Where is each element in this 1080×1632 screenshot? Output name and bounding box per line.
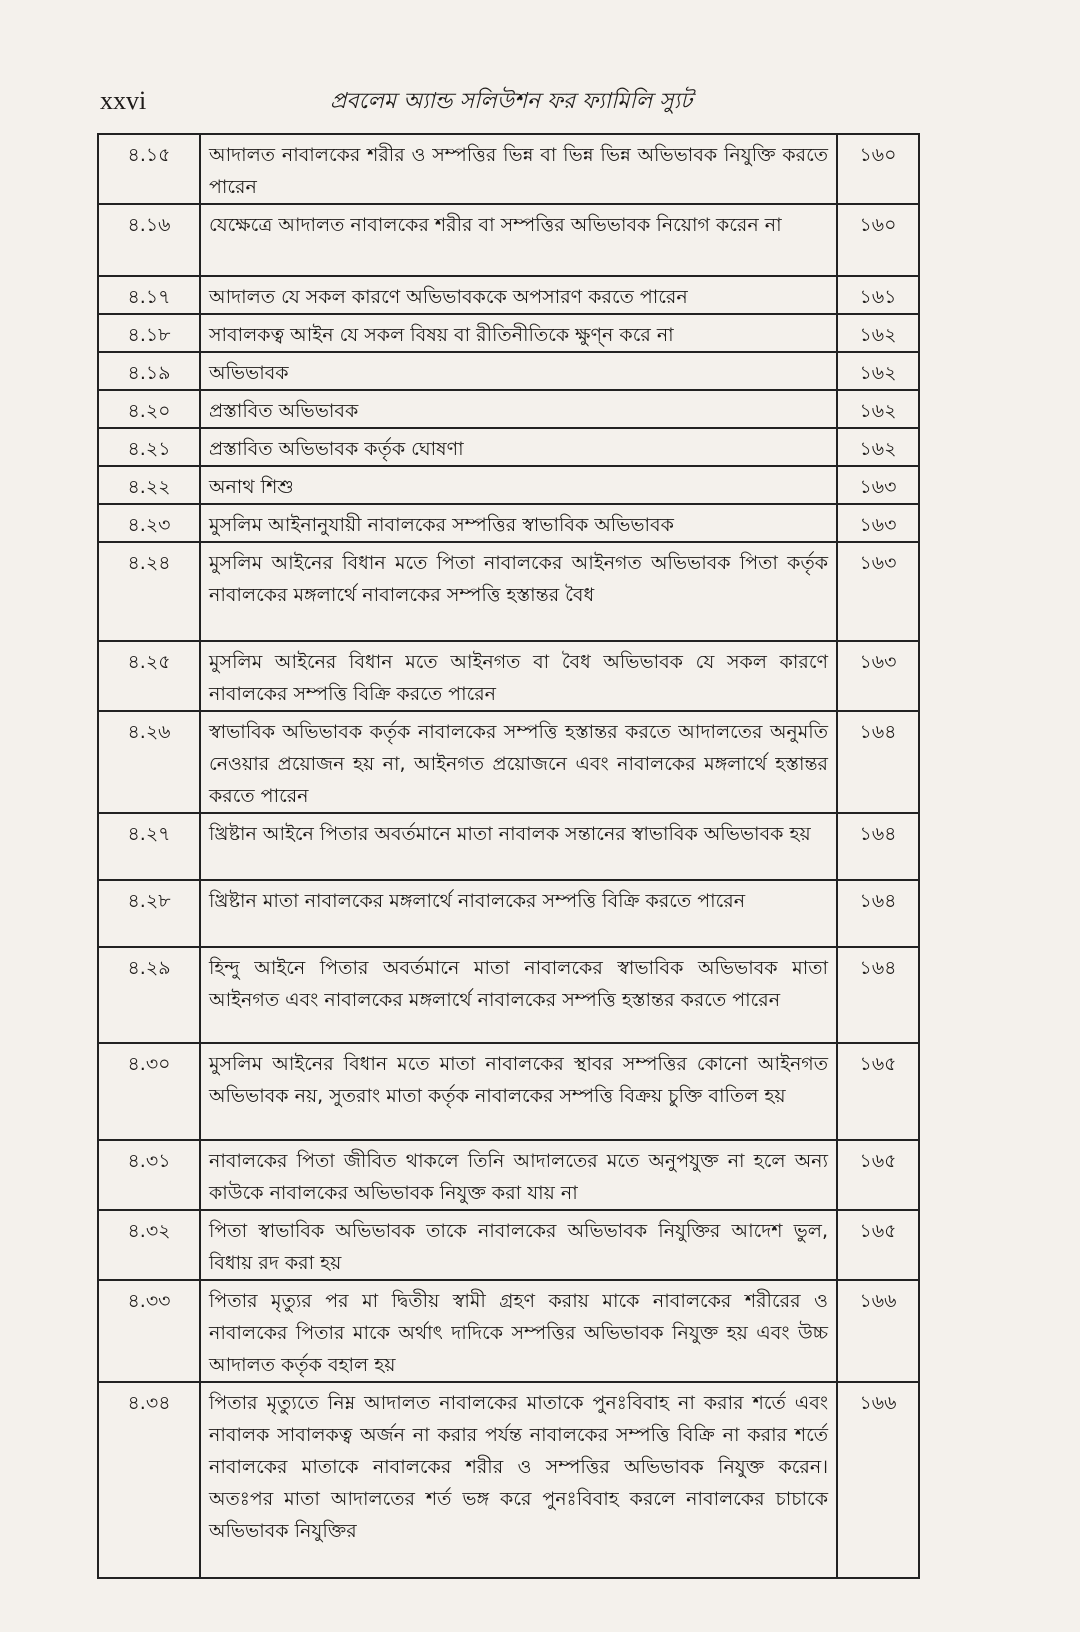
contents-row (98, 390, 919, 428)
page-reference: ১৬৪ (837, 947, 919, 1043)
page-reference: ১৬৪ (837, 880, 919, 947)
contents-row (98, 641, 919, 711)
section-title: আদালত নাবালকের শরীর ও সম্পত্তির ভিন্ন বা ভিন্ন ভিন্ন অভিভাবক নিযুক্তি করতে পারেন (200, 134, 837, 204)
contents-row (98, 1140, 919, 1210)
section-title: অভিভাবক (200, 352, 837, 390)
page-reference: ১৬৫ (837, 1210, 919, 1280)
section-title: সাবালকত্ব আইন যে সকল বিষয় বা রীতিনীতিকে ক্ষুণ্ন করে না (200, 314, 837, 352)
contents-row (98, 1382, 919, 1578)
section-number: ৪.২৫ (98, 641, 200, 711)
section-number: ৪.২৯ (98, 947, 200, 1043)
contents-row (98, 504, 919, 542)
section-title: মুসলিম আইনের বিধান মতে আইনগত বা বৈধ অভিভাবক যে সকল কারণে নাবালকের সম্পত্তি বিক্রি করতে পারেন (200, 641, 837, 711)
page-reference: ১৬৫ (837, 1140, 919, 1210)
section-title: প্রস্তাবিত অভিভাবক কর্তৃক ঘোষণা (200, 428, 837, 466)
section-number: ৪.২৪ (98, 542, 200, 641)
section-number: ৪.১৯ (98, 352, 200, 390)
contents-row (98, 276, 919, 314)
section-title: নাবালকের পিতা জীবিত থাকলে তিনি আদালতের মতে অনুপযুক্ত না হলে অন্য কাউকে নাবালকের অভিভাবক নিযুক্ত করা যায় না (200, 1140, 837, 1210)
section-number: ৪.১৫ (98, 134, 200, 204)
section-title: পিতার মৃত্যুতে নিম্ন আদালত নাবালকের মাতাকে পুনঃবিবাহ না করার শর্তে এবং নাবালক সাবালকত্ব অর্জন না করার পর্যন্ত নাবালকের সম্পত্তি বিক্রি না করার শর্তে নাবালকের মাতাকে নাবালকের শরীর ও সম্পত্তির অভিভাবক নিযুক্ত করেন। অতঃপর মাতা আদালতের শর্ত ভঙ্গ করে পুনঃবিবাহ করলে নাবালকের চাচাকে অভিভাবক নিযুক্তির (200, 1382, 837, 1578)
section-title: স্বাভাবিক অভিভাবক কর্তৃক নাবালকের সম্পত্তি হস্তান্তর করতে আদালতের অনুমতি নেওয়ার প্রয়োজন হয় না, আইনগত প্রয়োজনে এবং নাবালকের মঙ্গলার্থে হস্তান্তর করতে পারেন (200, 711, 837, 813)
section-number: ৪.২৩ (98, 504, 200, 542)
page-reference: ১৬২ (837, 428, 919, 466)
section-number: ৪.২০ (98, 390, 200, 428)
contents-row (98, 352, 919, 390)
section-number: ৪.৩২ (98, 1210, 200, 1280)
page-reference: ১৬৩ (837, 504, 919, 542)
section-number: ৪.২৬ (98, 711, 200, 813)
section-title: মুসলিম আইনের বিধান মতে মাতা নাবালকের স্থাবর সম্পত্তির কোনো আইনগত অভিভাবক নয়, সুতরাং মাতা কর্তৃক নাবালকের সম্পত্তি বিক্রয় চুক্তি বাতিল হয় (200, 1043, 837, 1140)
page-number: xxvi (100, 86, 147, 115)
contents-row (98, 204, 919, 276)
page-reference: ১৬১ (837, 276, 919, 314)
section-title: খ্রিষ্টান আইনে পিতার অবর্তমানে মাতা নাবালক সন্তানের স্বাভাবিক অভিভাবক হয় (200, 813, 837, 880)
section-title: আদালত যে সকল কারণে অভিভাবককে অপসারণ করতে পারেন (200, 276, 837, 314)
section-number: ৪.১৮ (98, 314, 200, 352)
page-reference: ১৬৪ (837, 813, 919, 880)
contents-table (97, 133, 920, 1579)
page-reference: ১৬৫ (837, 1043, 919, 1140)
contents-row (98, 466, 919, 504)
section-title: প্রস্তাবিত অভিভাবক (200, 390, 837, 428)
section-title: খ্রিষ্টান মাতা নাবালকের মঙ্গলার্থে নাবালকের সম্পত্তি বিক্রি করতে পারেন (200, 880, 837, 947)
page-reference: ১৬২ (837, 314, 919, 352)
contents-row (98, 314, 919, 352)
contents-row (98, 947, 919, 1043)
contents-row (98, 1280, 919, 1382)
section-number: ৪.৩৩ (98, 1280, 200, 1382)
contents-row (98, 880, 919, 947)
page-reference: ১৬০ (837, 134, 919, 204)
section-title: মুসলিম আইনানুযায়ী নাবালকের সম্পত্তির স্বাভাবিক অভিভাবক (200, 504, 837, 542)
section-title: যেক্ষেত্রে আদালত নাবালকের শরীর বা সম্পত্তির অভিভাবক নিয়োগ করেন না (200, 204, 837, 276)
section-number: ৪.২৮ (98, 880, 200, 947)
page-reference: ১৬০ (837, 204, 919, 276)
contents-row (98, 428, 919, 466)
contents-row (98, 711, 919, 813)
page-reference: ১৬৬ (837, 1280, 919, 1382)
page-reference: ১৬৩ (837, 641, 919, 711)
page-reference: ১৬২ (837, 352, 919, 390)
running-head-title: প্রবলেম অ্যান্ড সলিউশন ফর ফ্যামিলি স্যুট (330, 89, 693, 114)
section-title: পিতার মৃত্যুর পর মা দ্বিতীয় স্বামী গ্রহণ করায় মাকে নাবালকের শরীরের ও নাবালকের পিতার মাকে অর্থাৎ দাদিকে সম্পত্তির অভিভাবক নিযুক্ত হয় এবং উচ্চ আদালত কর্তৃক বহাল হয় (200, 1280, 837, 1382)
section-number: ৪.৩৪ (98, 1382, 200, 1578)
section-number: ৪.২১ (98, 428, 200, 466)
contents-row (98, 542, 919, 641)
contents-row (98, 1210, 919, 1280)
section-number: ৪.১৭ (98, 276, 200, 314)
section-number: ৪.২২ (98, 466, 200, 504)
contents-row (98, 134, 919, 204)
contents-row (98, 813, 919, 880)
section-title: মুসলিম আইনের বিধান মতে পিতা নাবালকের আইনগত অভিভাবক পিতা কর্তৃক নাবালকের মঙ্গলার্থে নাবালকের সম্পত্তি হস্তান্তর বৈধ (200, 542, 837, 641)
page-reference: ১৬২ (837, 390, 919, 428)
section-title: অনাথ শিশু (200, 466, 837, 504)
contents-row (98, 1043, 919, 1140)
section-number: ৪.১৬ (98, 204, 200, 276)
page-reference: ১৬৪ (837, 711, 919, 813)
section-number: ৪.২৭ (98, 813, 200, 880)
page-reference: ১৬৩ (837, 466, 919, 504)
page-reference: ১৬৬ (837, 1382, 919, 1578)
section-number: ৪.৩১ (98, 1140, 200, 1210)
section-title: পিতা স্বাভাবিক অভিভাবক তাকে নাবালকের অভিভাবক নিযুক্তির আদেশ ভুল, বিধায় রদ করা হয় (200, 1210, 837, 1280)
section-title: হিন্দু আইনে পিতার অবর্তমানে মাতা নাবালকের স্বাভাবিক অভিভাবক মাতা আইনগত এবং নাবালকের মঙ্গলার্থে নাবালকের সম্পত্তি হস্তান্তর করতে পারেন (200, 947, 837, 1043)
section-number: ৪.৩০ (98, 1043, 200, 1140)
page-reference: ১৬৩ (837, 542, 919, 641)
